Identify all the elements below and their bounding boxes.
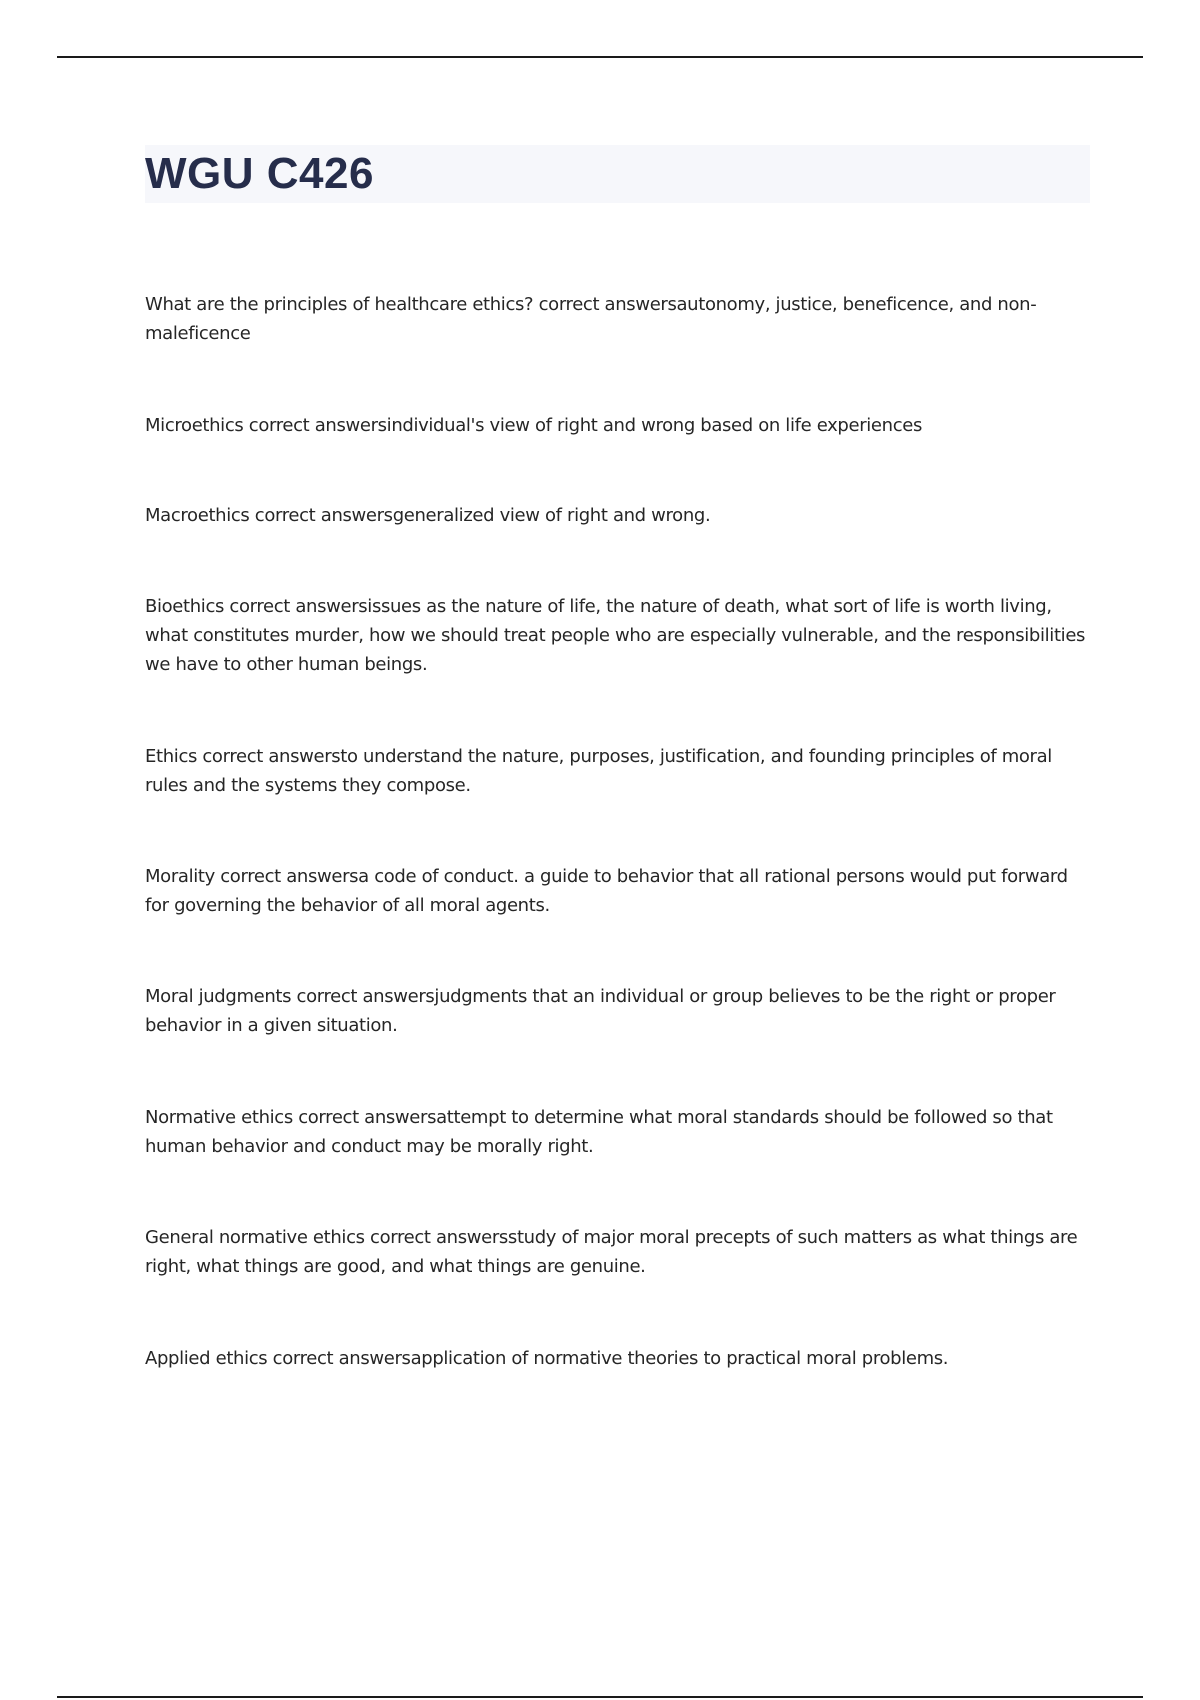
bottom-divider bbox=[57, 1696, 1143, 1698]
qa-entry: What are the principles of healthcare ethics? correct answersautonomy, justice, beneficence, and non-maleficence bbox=[145, 294, 1037, 344]
document-title: WGU C426 bbox=[145, 149, 374, 198]
qa-entry: Normative ethics correct answersattempt to determine what moral standards should be followed so that human behavior and conduct may be morally right. bbox=[145, 1107, 1053, 1157]
qa-entry: Ethics correct answersto understand the nature, purposes, justification, and founding principles of moral rules and the systems they compose. bbox=[145, 746, 1052, 796]
qa-entry: Macroethics correct answersgeneralized view of right and wrong. bbox=[145, 505, 711, 526]
qa-entry: Moral judgments correct answersjudgments that an individual or group believes to be the right or proper behavior in a given situation. bbox=[145, 986, 1056, 1036]
qa-entry: General normative ethics correct answersstudy of major moral precepts of such matters as what things are right, what things are good, and what things are genuine. bbox=[145, 1227, 1078, 1277]
qa-entry: Microethics correct answersindividual's view of right and wrong based on life experiences bbox=[145, 415, 922, 436]
qa-entry: Morality correct answersa code of conduct. a guide to behavior that all rational persons would put forward for governing the behavior of all moral agents. bbox=[145, 866, 1068, 916]
qa-entry: Applied ethics correct answersapplication of normative theories to practical moral problems. bbox=[145, 1348, 949, 1369]
top-divider bbox=[57, 56, 1143, 58]
qa-entry: Bioethics correct answersissues as the nature of life, the nature of death, what sort of life is worth living, what constitutes murder, how we should treat people who are especially vulnerable, and the responsibilities we have to other human beings. bbox=[145, 596, 1086, 675]
